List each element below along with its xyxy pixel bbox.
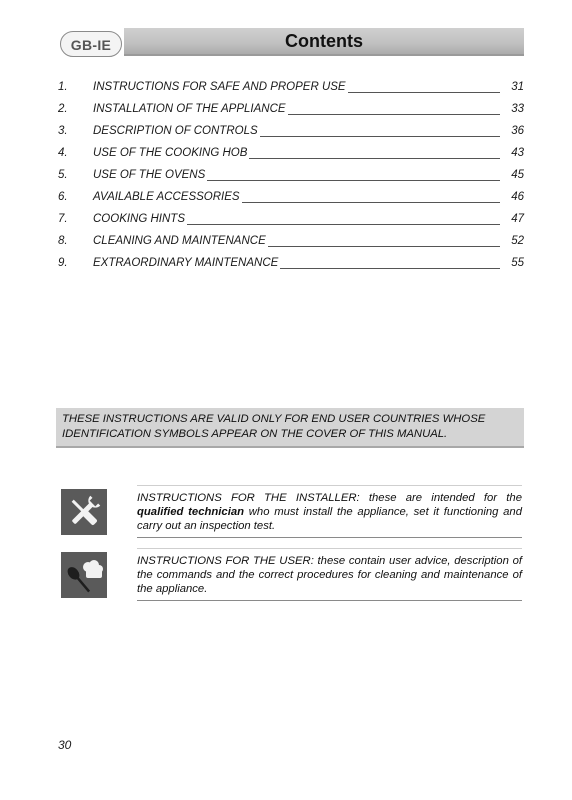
toc-leader — [187, 223, 500, 225]
toc-item-title: COOKING HINTS — [93, 213, 186, 225]
toc-leader — [260, 135, 500, 137]
toc-item-page: 33 — [511, 103, 524, 115]
toc-item-number: 2. — [58, 103, 68, 115]
toc-item[interactable] — [58, 78, 524, 100]
toc-leader — [268, 245, 500, 247]
page-title: Contents — [124, 28, 524, 56]
toc-leader — [249, 157, 500, 159]
toc-item-number: 4. — [58, 147, 68, 159]
toc-leader — [288, 113, 500, 115]
toc-leader — [348, 91, 500, 93]
installer-text-start: INSTRUCTIONS FOR THE INSTALLER: these are intended for the — [137, 492, 522, 504]
toc-item-title: CLEANING AND MAINTENANCE — [93, 235, 266, 247]
country-badge: GB-IE — [60, 31, 122, 57]
toc-item-number: 3. — [58, 125, 68, 137]
toc-item-page: 52 — [511, 235, 524, 247]
page-number: 30 — [58, 738, 72, 752]
user-instructions: INSTRUCTIONS FOR THE USER: these contain user advice, description of the commands and the correct procedures for cleaning and maintenance of the appliance. — [137, 548, 522, 601]
validity-note: THESE INSTRUCTIONS ARE VALID ONLY FOR END USER COUNTRIES WHOSE IDENTIFICATION SYMBOLS APPEAR ON THE COVER OF THIS MANUAL. — [56, 408, 524, 448]
toc-item-page: 55 — [511, 257, 524, 269]
toc-item[interactable] — [58, 210, 524, 232]
toc-item-title: DESCRIPTION OF CONTROLS — [93, 125, 258, 137]
toc-item-page: 43 — [511, 147, 524, 159]
toc-item-number: 9. — [58, 257, 68, 269]
toc-leader — [207, 179, 500, 181]
toc-item-number: 7. — [58, 213, 68, 225]
tools-icon — [61, 489, 107, 535]
toc-item-number: 8. — [58, 235, 68, 247]
toc-leader — [242, 201, 500, 203]
toc-item-title: AVAILABLE ACCESSORIES — [93, 191, 240, 203]
toc-item-title: INSTRUCTIONS FOR SAFE AND PROPER USE — [93, 81, 346, 93]
toc-item-number: 6. — [58, 191, 68, 203]
toc-item[interactable] — [58, 232, 524, 254]
toc-item-number: 5. — [58, 169, 68, 181]
toc-item[interactable] — [58, 100, 524, 122]
toc-item-page: 46 — [511, 191, 524, 203]
toc-leader — [280, 267, 500, 269]
toc-item-title: USE OF THE OVENS — [93, 169, 206, 181]
installer-text-end: who must install the appliance, set it functioning and carry out an inspection test. — [137, 506, 522, 532]
toc-item[interactable] — [58, 166, 524, 188]
toc-item[interactable] — [58, 188, 524, 210]
installer-instructions — [137, 485, 522, 538]
toc-item-page: 36 — [511, 125, 524, 137]
toc-item-title: INSTALLATION OF THE APPLIANCE — [93, 103, 286, 115]
toc-item-title: EXTRAORDINARY MAINTENANCE — [93, 257, 279, 269]
chef-spoon-icon — [61, 552, 107, 598]
toc-item[interactable] — [58, 254, 524, 276]
table-of-contents — [58, 78, 524, 276]
toc-item-page: 31 — [511, 81, 524, 93]
toc-item-title: USE OF THE COOKING HOB — [93, 147, 248, 159]
installer-text-bold: qualified technician — [137, 506, 245, 518]
toc-item-page: 45 — [511, 169, 524, 181]
toc-item[interactable] — [58, 122, 524, 144]
toc-item-number: 1. — [58, 81, 68, 93]
toc-item[interactable] — [58, 144, 524, 166]
toc-item-page: 47 — [511, 213, 524, 225]
